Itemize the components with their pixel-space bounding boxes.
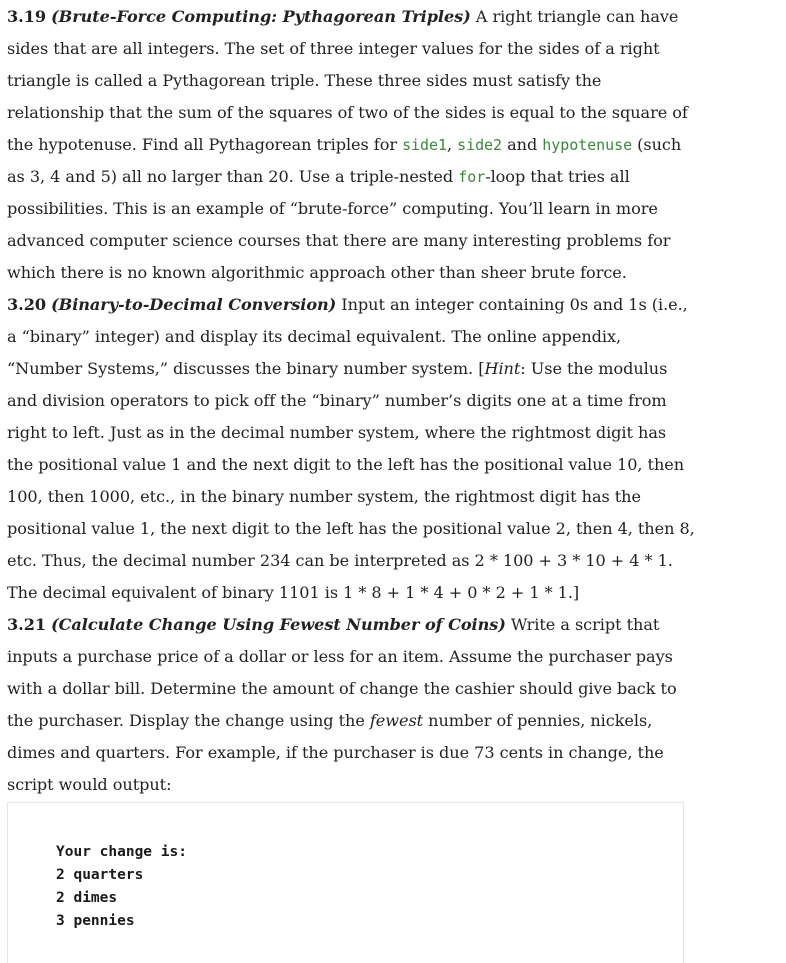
- exercise-3-20: [7, 289, 697, 609]
- emphasis-fewest: fewest: [369, 711, 424, 730]
- output-line: 2 dimes: [56, 890, 118, 906]
- sample-output-text: [56, 841, 187, 933]
- output-line: Your change is:: [56, 844, 187, 860]
- exercise-title: (Binary-to-Decimal Conversion): [51, 295, 337, 314]
- exercise-text: number of pennies, nickels, dimes and quarters. For example, if the purchaser is due 73 cents in change, the script would output:: [7, 711, 664, 794]
- exercise-list: [7, 1, 697, 801]
- inline-code-for: for: [458, 168, 486, 186]
- exercise-title: (Calculate Change Using Fewest Number of Coins): [51, 615, 506, 634]
- exercise-text: : Use the modulus and division operators to pick off the “binary” number’s digits one at a time from right to left. Just as in the decimal number system, where the rightmost digit has the positional value 1 and the next digit to the left has the positional value 10, then 100, then 1000, etc., in the binary number system, the rightmost digit has the positional value 1, the next digit to the left has the positional value 2, then 4, then 8, etc. Thus, the decimal number 234 can be interpreted as 2 * 100 + 3 * 10 + 4 * 1. The decimal equivalent of binary 1101 is 1 * 8 + 1 * 4 + 0 * 2 + 1 * 1.]: [7, 359, 695, 602]
- exercise-text: A right triangle can have sides that are all integers. The set of three integer values for the sides of a right triangle is called a Pythagorean triple. These three sides must satisfy the relationship that the sum of the squares of two of the sides is equal to the square of the hypotenuse. Find all Pythagorean triples for: [7, 7, 688, 154]
- exercise-text: -loop that tries all possibilities. This is an example of “brute-force” computing. You’ll learn in more advanced computer science courses that there are many interesting problems for which there is no known algorithmic approach other than sheer brute force.: [7, 167, 671, 282]
- exercise-text: (such as 3, 4 and 5) all no larger than 20. Use a triple-nested: [7, 135, 682, 186]
- exercise-text: Input an integer containing 0s and 1s (i.e., a “binary” integer) and display its decimal equivalent. The online appendix, “Number Systems,” discusses the binary number system. [: [7, 295, 688, 378]
- exercise-text: ,: [446, 135, 458, 154]
- inline-code-side2: side2: [457, 136, 503, 154]
- exercise-number: 3.20: [7, 295, 46, 314]
- inline-code-side1: side1: [402, 136, 447, 154]
- exercise-title: (Brute-Force Computing: Pythagorean Triples): [51, 7, 471, 26]
- exercise-3-19: [7, 1, 697, 289]
- exercise-3-21: [7, 609, 697, 801]
- output-line: 3 pennies: [56, 913, 135, 929]
- exercise-text: and: [502, 135, 543, 154]
- output-line: 2 quarters: [56, 867, 144, 883]
- hint-label: Hint: [484, 359, 521, 378]
- exercise-number: 3.19: [7, 7, 46, 26]
- inline-code-hypotenuse: hypotenuse: [542, 136, 633, 154]
- sample-output-block: [7, 802, 684, 963]
- exercise-number: 3.21: [7, 615, 46, 634]
- exercise-text: Write a script that inputs a purchase price of a dollar or less for an item. Assume the purchaser pays with a dollar bill. Determine the amount of change the cashier should give back to the purchaser. Display the change using the: [7, 615, 677, 730]
